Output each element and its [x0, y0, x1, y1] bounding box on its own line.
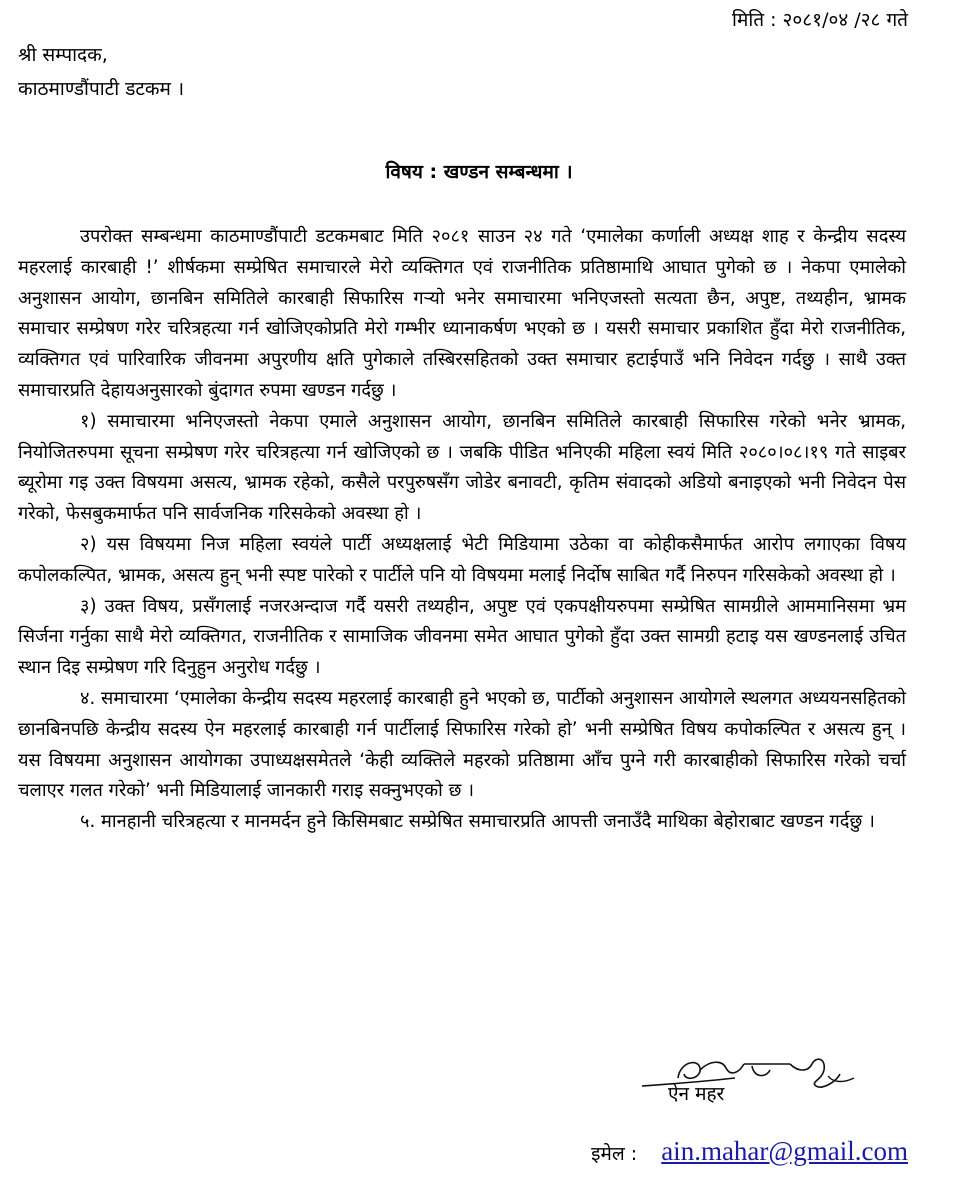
email-link[interactable]: ain.mahar@gmail.com — [661, 1136, 908, 1166]
paragraph-intro: उपरोक्त सम्बन्धमा काठमाण्डौंपाटी डटकमबाट मिति २०८१ साउन २४ गते ‘एमालेका कर्णाली अध्यक्ष शाह र केन्द्रीय सदस्य महरलाई कारबाही !’ शीर्षकमा सम्प्रेषित समाचारले मेरो व्यक्तिगत एवं राजनीतिक प्रतिष्ठामाथि आघात पुगेको छ । नेकपा एमालेको अनुशासन आयोग, छानबिन समितिले कारबाही सिफारिस गर्‍यो भनेर समाचारमा भनिएजस्तो सत्यता छैन, अपुष्ट, तथ्यहीन, भ्रामक समाचार सम्प्रेषण गरेर चरित्रहत्या गर्न खोजिएकोप्रति मेरो गम्भीर ध्यानाकर्षण भएको छ । यसरी समाचार प्रकाशित हुँदा मेरो राजनीतिक, व्यक्तिगत एवं पारिवारिक जीवनमा अपुरणीय क्षति पुगेकाले तस्बिरसहितको उक्त समाचार हटाईपाउँ भनि निवेदन गर्दछु । साथै उक्त समाचारप्रति देहायअनुसारको बुंदागत रुपमा खण्डन गर्दछु । — [18, 226, 906, 401]
paragraph-point-5: ५. मानहानी चरित्रहत्या र मानमर्दन हुने किसिमबाट सम्प्रेषित समाचारप्रति आपत्ती जनाउँदै माथिका बेहोराबाट खण्डन गर्दछु । — [80, 811, 875, 833]
letter-date: मिति : २०८१/०४ /२८ गते — [732, 9, 908, 31]
paragraph-point-1: १) समाचारमा भनिएजस्तो नेकपा एमाले अनुशासन आयोग, छानबिन समितिले कारबाही सिफारिस गरेको भनेर भ्रामक, नियोजितरुपमा सूचना सम्प्रेषण गरेर चरित्रहत्या गर्न खोजिएको छ । जबकि पीडित भनिएकी महिला स्वयं मिति २०८०।०८।१९ गते साइबर ब्यूरोमा गइ उक्त विषयमा असत्य, भ्रामक रहेको, कसैले परपुरुषसँग जोडेर बनावटी, कृतिम संवादको अडियो बनाइएको भनी निवेदन पेस गरेको, फेसबुकमार्फत पनि सार्वजनिक गरिसकेको अवस्था हो । — [18, 410, 906, 525]
email-row — [591, 1136, 908, 1167]
recipient-block — [18, 38, 184, 106]
recipient-line-2: काठमाण्डौंपाटी डटकम । — [18, 78, 185, 100]
letter-subject: विषय : खण्डन सम्बन्धमा । — [385, 161, 573, 183]
paragraph-point-4: ४. समाचारमा ‘एमालेका केन्द्रीय सदस्य महरलाई कारबाही हुने भएको छ, पार्टीको अनुशासन आयोगले स्थलगत अध्ययनसहितको छानबिनपछि केन्द्रीय सदस्य ऐन महरलाई कारबाही गर्न पार्टीलाई सिफारिस गरेको हो’ भनी सम्प्रेषित विषय कपोकल्पित र असत्य हुन् । यस विषयमा अनुशासन आयोगका उपाध्यक्षसमेतले ‘केही व्यक्तिले महरको प्रतिष्ठामा आँच पुग्ने गरी कारबाहीको सिफारिस गरेको चर्चा चलाएर गलत गरेको’ भनी मिडियालाई जानकारी गराइ सक्नुभएको छ । — [18, 687, 906, 802]
recipient-line-1: श्री सम्पादक, — [18, 44, 108, 66]
signatory-name: ऐन महर — [668, 1083, 725, 1105]
email-label: इमेल : — [591, 1143, 638, 1165]
paragraph-point-3: ३) उक्त विषय, प्रसँगलाई नजरअन्दाज गर्दै यसरी तथ्यहीन, अपुष्ट एवं एकपक्षीयरुपमा सम्प्रेषित सामग्रीले आममानिसमा भ्रम सिर्जना गर्नुका साथै मेरो व्यक्तिगत, राजनीतिक र सामाजिक जीवनमा समेत आघात पुगेको हुँदा उक्त सामग्री हटाइ यस खण्डनलाई उचित स्थान दिइ सम्प्रेषण गरि दिनुहुन अनुरोध गर्दछु । — [18, 595, 906, 679]
paragraph-point-2: २) यस विषयमा निज महिला स्वयंले पार्टी अध्यक्षलाई भेटी मिडियामा उठेका वा कोहीकसैमार्फत आरोप लगाएका विषय कपोलकल्पित, भ्रामक, असत्य हुन् भनी स्पष्ट पारेको र पार्टीले पनि यो विषयमा मलाई निर्दोष साबित गर्दै निरुपन गरिसकेको अवस्था हो । — [18, 533, 906, 586]
letter-body — [18, 222, 906, 838]
